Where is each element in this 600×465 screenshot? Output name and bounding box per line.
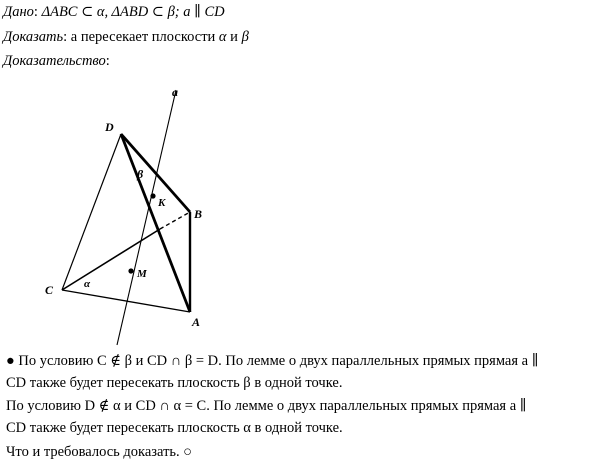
proof-conclusion: Что и требовалось доказать. ○ <box>6 444 193 460</box>
point-K <box>150 193 155 198</box>
label-A: A <box>192 315 201 329</box>
edge-CB-visible <box>62 229 160 290</box>
prove-text: a пересекает плоскости <box>70 29 216 45</box>
edge-DC <box>62 134 121 290</box>
label-D: D <box>105 120 114 134</box>
geometry-figure <box>0 80 300 350</box>
given-colon: : <box>33 4 38 20</box>
proof-paragraph-2-line-2: CD также будет пересекать плоскость α в одной точке. <box>6 420 343 436</box>
proof-colon: : <box>105 53 110 69</box>
proof-heading-line <box>3 52 110 70</box>
proof-label: Доказательство <box>3 53 106 69</box>
given-math: ΔABC ⊂ α, ΔABD ⊂ β; a ∥ CD <box>41 4 225 20</box>
proof-paragraph-1-line-1: ● По условию C ∉ β и CD ∩ β = D. По лемме о двух параллельных прямых прямая a ∥ <box>6 353 539 369</box>
proof-paragraph-1-line-2: CD также будет пересекать плоскость β в одной точке. <box>6 375 343 391</box>
label-C: C <box>45 283 54 297</box>
prove-line <box>3 28 249 46</box>
prove-alpha: α <box>218 29 227 45</box>
label-line-a: a <box>172 85 178 99</box>
prove-beta: β <box>241 29 249 45</box>
prove-label: Доказать <box>3 29 64 45</box>
label-B: B <box>194 207 203 221</box>
given-line <box>3 3 225 21</box>
edge-DB <box>121 134 190 212</box>
prove-and: и <box>230 29 238 45</box>
given-label: Дано <box>3 4 34 20</box>
edge-CA <box>62 290 190 312</box>
label-M: M <box>137 268 147 280</box>
line-a <box>117 90 176 345</box>
label-beta: β <box>137 167 144 181</box>
label-alpha: α <box>84 278 91 290</box>
label-K: K <box>158 197 166 209</box>
edge-CB-hidden <box>160 212 190 229</box>
proof-paragraph-2-line-1: По условию D ∉ α и CD ∩ α = C. По лемме о двух параллельных прямых прямая a ∥ <box>6 398 527 414</box>
point-M <box>128 268 133 273</box>
prove-colon: : <box>63 29 68 45</box>
